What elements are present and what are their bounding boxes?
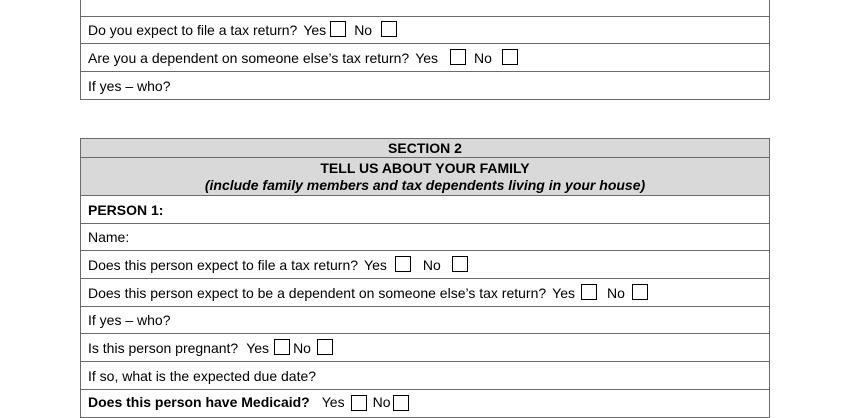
dependent-no-label: No — [474, 49, 492, 66]
due-date-question: If so, what is the expected due date? — [88, 367, 317, 384]
pregnant-question: Is this person pregnant? — [88, 339, 239, 356]
pregnant-row — [80, 334, 770, 362]
dependent-yes-label: Yes — [415, 49, 439, 66]
person-file-tax-question: Does this person expect to file a tax return? — [88, 256, 359, 273]
file-tax-no-label: No — [354, 22, 373, 38]
due-date-row[interactable] — [80, 362, 770, 390]
medicaid-no-checkbox[interactable] — [393, 395, 409, 411]
dependent-no-checkbox[interactable] — [502, 49, 518, 65]
if-yes-who-label: If yes – who? — [88, 77, 171, 94]
section-heading: SECTION 2 — [388, 140, 462, 156]
person-file-tax-no-label: No — [422, 256, 441, 273]
file-tax-yes-label: Yes — [303, 22, 327, 38]
name-row[interactable] — [80, 224, 770, 251]
name-label: Name: — [88, 229, 130, 245]
file-tax-no-checkbox[interactable] — [381, 21, 397, 37]
if-yes-who-row[interactable] — [80, 72, 770, 100]
medicaid-row — [80, 390, 770, 418]
section-2-table — [80, 138, 770, 418]
pregnant-yes-checkbox[interactable] — [274, 339, 290, 355]
person-file-tax-row — [80, 251, 770, 279]
person-if-yes-who-row[interactable] — [80, 307, 770, 334]
person-dependent-yes-label: Yes — [552, 284, 575, 301]
pregnant-no-label: No — [293, 339, 311, 356]
file-tax-row — [80, 17, 770, 44]
person-dependent-no-label: No — [607, 284, 625, 301]
dependent-row — [80, 44, 770, 72]
person-file-tax-yes-checkbox[interactable] — [395, 256, 411, 272]
person-file-tax-yes-label: Yes — [364, 256, 387, 273]
medicaid-yes-label: Yes — [321, 394, 345, 410]
person-dependent-question: Does this person expect to be a dependent on someone else’s tax return? — [88, 284, 547, 301]
person-dependent-row — [80, 279, 770, 307]
section-title: TELL US ABOUT YOUR FAMILY — [320, 160, 530, 176]
dependent-question: Are you a dependent on someone else’s tax return? — [88, 49, 410, 66]
medicaid-yes-checkbox[interactable] — [351, 395, 367, 411]
section-2-title-block — [80, 158, 770, 196]
person-row — [80, 196, 770, 224]
person-file-tax-no-checkbox[interactable] — [452, 256, 468, 272]
person-label: PERSON 1: — [88, 201, 164, 218]
section-1-top-row — [80, 0, 770, 17]
section-subtitle: (include family members and tax dependents living in your house) — [204, 177, 646, 193]
person-dependent-yes-checkbox[interactable] — [581, 284, 597, 300]
file-tax-yes-checkbox[interactable] — [330, 21, 346, 37]
file-tax-question: Do you expect to file a tax return? — [88, 22, 298, 38]
person-dependent-no-checkbox[interactable] — [632, 284, 648, 300]
pregnant-no-checkbox[interactable] — [317, 339, 333, 355]
section-1-table — [80, 0, 770, 100]
dependent-yes-checkbox[interactable] — [450, 49, 466, 65]
pregnant-yes-label: Yes — [246, 339, 270, 356]
medicaid-question: Does this person have Medicaid? — [88, 394, 310, 410]
section-2-heading-row — [80, 138, 770, 158]
person-if-yes-who-label: If yes – who? — [88, 312, 171, 328]
medicaid-no-label: No — [372, 394, 391, 410]
